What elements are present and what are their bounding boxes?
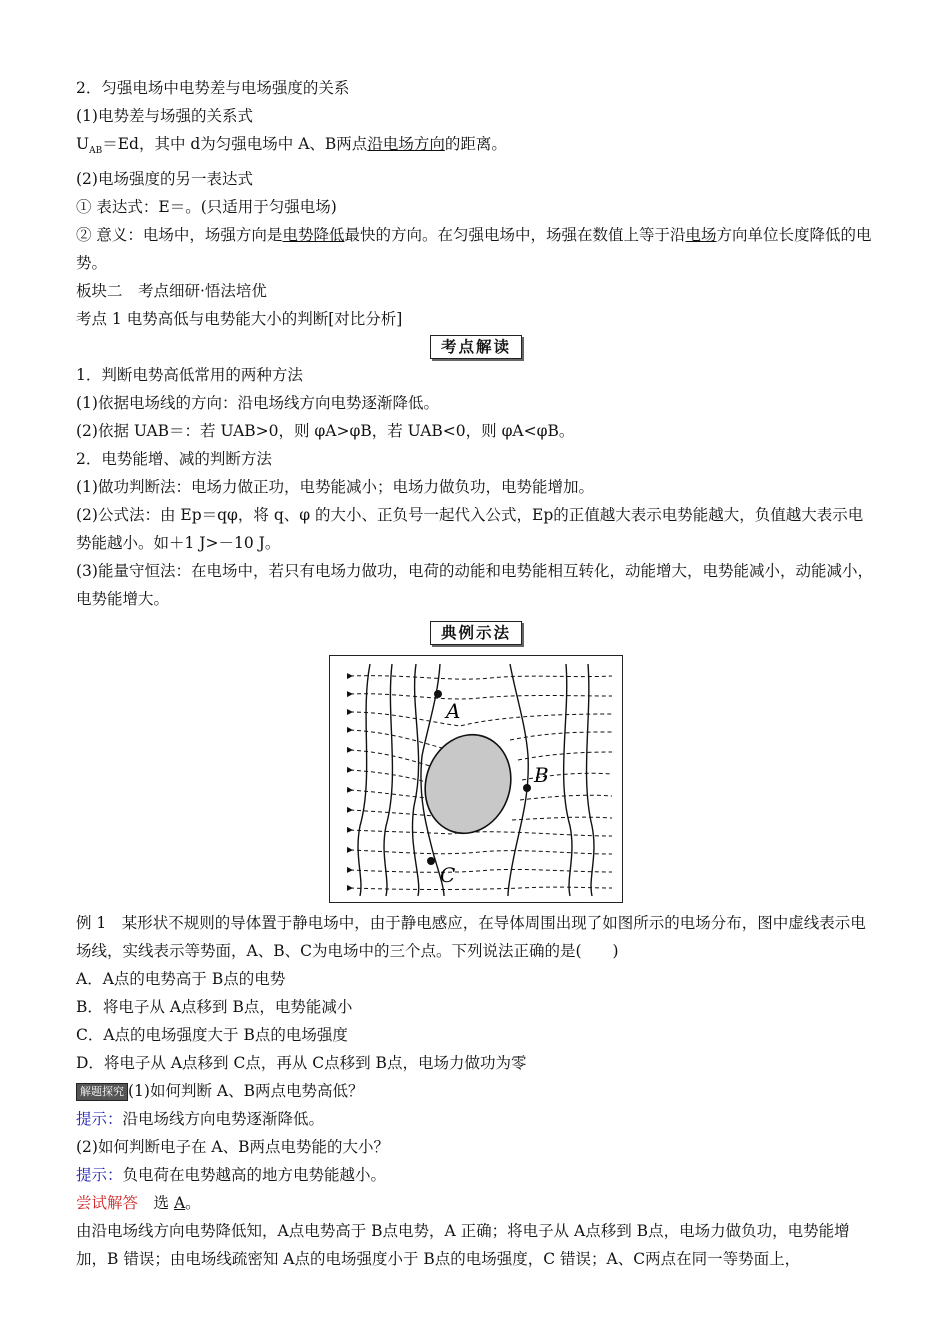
subsection-title: (1)电势差与场强的关系式 bbox=[76, 107, 253, 125]
option-d: D．将电子从 A点移到 C点，再从 C点移到 B点，电场力做功为零 bbox=[76, 1054, 527, 1073]
hint-label: 提示： bbox=[76, 1110, 123, 1129]
method-item: (1)依据电场线的方向：沿电场线方向电势逐渐降低。 bbox=[76, 394, 439, 413]
formula-line: $U_{AB}=Ed$，其中 d为匀强电场中 A、B两点沿电场方向的距离。 bbox=[76, 135, 507, 157]
block-heading: 板块二 考点细研·悟法培优 bbox=[76, 282, 267, 301]
method-item: (1)做功判断法：电场力做正功，电势能减小；电场力做负功，电势能增加。 bbox=[76, 478, 594, 497]
field-diagram bbox=[330, 656, 622, 902]
document-page bbox=[76, 74, 876, 1273]
electric-field-figure bbox=[329, 655, 623, 903]
box-title-kaodianjiedu: 考点解读 bbox=[430, 335, 522, 359]
hint-line: 提示：负电荷在电势越高的地方电势能越小。 bbox=[76, 1166, 387, 1185]
method-title: 2．电势能增、减的判断方法 bbox=[76, 450, 272, 469]
expression-line: ① 表达式：E＝。(只适用于匀强电场) bbox=[76, 198, 337, 217]
try-label: 尝试解答 bbox=[76, 1194, 139, 1213]
section-title: 2．匀强电场中电势差与电场强度的关系 bbox=[76, 79, 350, 97]
method-title: 1．判断电势高低常用的两种方法 bbox=[76, 366, 303, 385]
method-item: (2)依据 UAB＝：若 UAB>0，则 φA>φB，若 UAB<0，则 φA<φB。 bbox=[76, 422, 575, 441]
kaodian-heading: 考点 1 电势高低与电势能大小的判断[对比分析] bbox=[76, 310, 403, 329]
question-line: (2)如何判断电子在 A、B两点电势能的大小？ bbox=[76, 1138, 389, 1157]
point-c-label: C bbox=[440, 863, 456, 888]
hint-line: 提示：沿电场线方向电势逐渐降低。 bbox=[76, 1110, 325, 1129]
conductor-body bbox=[413, 724, 524, 845]
explore-line: 解题探究 (1)如何判断 A、B两点电势高低？ bbox=[76, 1077, 876, 1105]
meaning-paragraph: ② 意义：电场中，场强方向是电势降低最快的方向。在匀强电场中，场强在数值上等于沿电场方向单位长度降低的电势。 bbox=[76, 226, 872, 273]
box-title-dianlishifa: 典例示法 bbox=[430, 621, 522, 645]
method-item: (2)公式法：由 Ep＝qφ，将 q、φ 的大小、正负号一起代入公式，Ep的正值越大表示电势能越大，负值越大表示电势能越小。如＋1 J>－10 J。 bbox=[76, 506, 864, 553]
point-b-dot bbox=[523, 784, 531, 792]
option-b: B．将电子从 A点移到 B点，电势能减小 bbox=[76, 998, 353, 1017]
solution-paragraph: 由沿电场线方向电势降低知，A点电势高于 B点电势，A 正确；将电子从 A点移到 B点，电场力做负功，电势能增加，B 错误；由电场线疏密知 A点的电场强度小于 B点的电场强度，C 错误；A、C两点在同一等势面上， bbox=[76, 1222, 850, 1269]
example-question: 例 1 某形状不规则的导体置于静电场中，由于静电感应，在导体周围出现了如图所示的电场分布，图中虚线表示电场线，实线表示等势面，A、B、C为电场中的三个点。下列说法正确的是( ) bbox=[76, 914, 866, 961]
point-a-dot bbox=[434, 690, 442, 698]
option-a: A．A点的电势高于 B点的电势 bbox=[76, 970, 286, 989]
point-a-label: A bbox=[446, 699, 461, 724]
option-c: C．A点的电场强度大于 B点的电场强度 bbox=[76, 1026, 348, 1045]
point-c-dot bbox=[427, 857, 435, 865]
subsection-title: (2)电场强度的另一表达式 bbox=[76, 170, 253, 189]
answer-choice: A bbox=[173, 1194, 186, 1213]
answer-line: 尝试解答 选 A。 bbox=[76, 1194, 201, 1213]
hint-label: 提示： bbox=[76, 1166, 123, 1185]
method-item: (3)能量守恒法：在电场中，若只有电场力做功，电荷的动能和电势能相互转化，动能增大，电势能减小，动能减小，电势能增大。 bbox=[76, 562, 873, 609]
explore-tag: 解题探究 bbox=[76, 1083, 128, 1101]
point-b-label: B bbox=[534, 763, 549, 788]
